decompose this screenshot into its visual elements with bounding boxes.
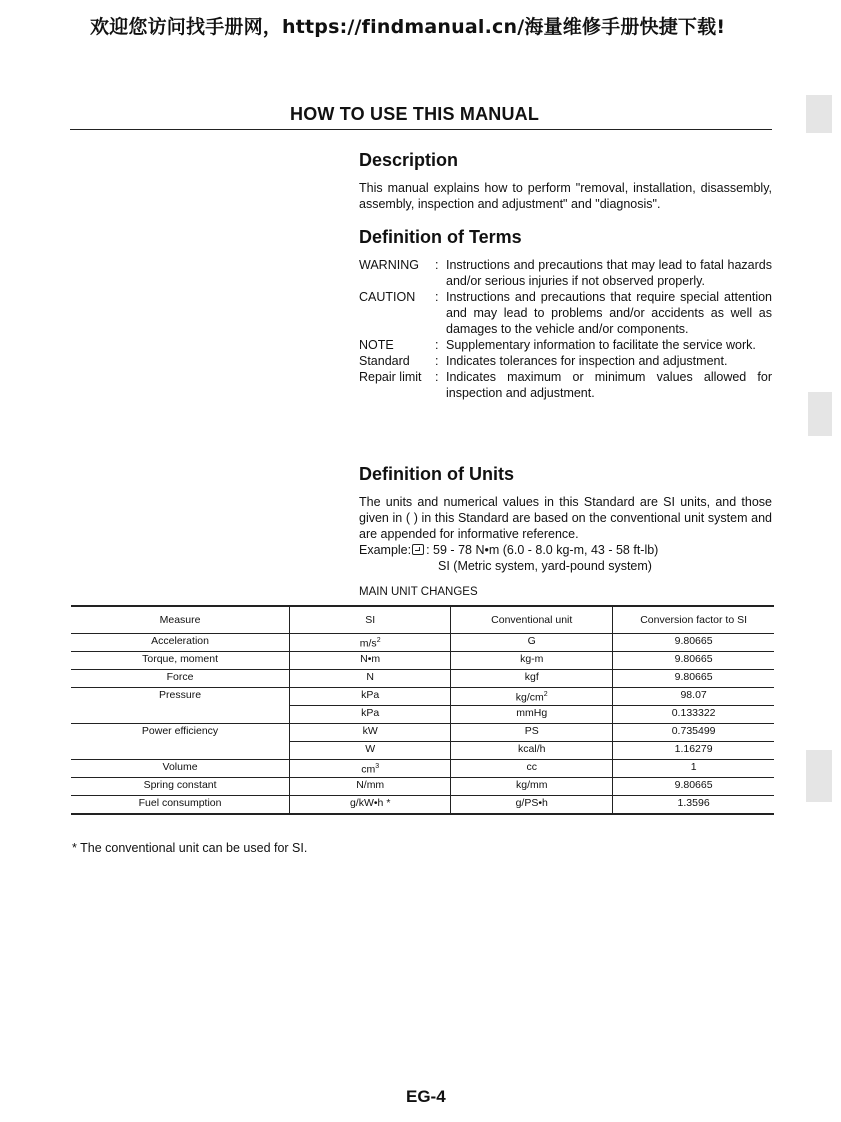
cell-conventional: PS [451,724,613,742]
cell-measure [71,742,290,760]
cell-si: W [290,742,451,760]
header-si: SI [290,606,451,634]
term-separator: : [435,290,439,304]
cell-factor: 9.80665 [613,634,774,652]
cell-measure: Volume [71,760,290,778]
term-definition: Indicates maximum or minimum values allowed for inspection and adjustment. [446,370,772,400]
term-key: Repair limit [359,370,422,384]
si-unit: cm [361,763,376,776]
table-footnote: * The conventional unit can be used for SI. [72,841,308,855]
example-line [359,542,772,558]
conv-exponent: 2 [543,691,548,698]
term-definition: Supplementary information to facilitate the service work. [446,338,756,352]
term-warning [359,257,772,289]
header-conversion-factor: Conversion factor to SI [613,606,774,634]
page-title: HOW TO USE THIS MANUAL [290,104,540,124]
term-separator: : [435,354,439,368]
term-note [359,337,772,353]
si-unit: m/s [359,637,377,650]
definition-of-units-section [359,464,772,574]
term-definition: Instructions and precautions that require special attention and may lead to problems and/or accidents as well as damages to the vehicle and/or components. [446,290,772,336]
download-banner: 欢迎您访问找手册网，https://findmanual.cn/海量维修手册快捷下载! [90,16,726,38]
table-row [71,670,774,688]
cell-factor: 9.80665 [613,670,774,688]
cell-si: kPa [290,688,451,706]
term-separator: : [435,370,439,384]
units-text: The units and numerical values in this Standard are SI units, and those given in ( ) in this Standard are based on the conventional unit system and are appended for informative reference. [359,495,772,541]
cell-conventional [451,688,613,706]
description-heading: Description [359,150,459,170]
si-exponent: 3 [375,763,380,770]
torque-wrench-icon [412,544,424,555]
cell-si: N [290,670,451,688]
term-separator: : [435,338,439,352]
header-conventional: Conventional unit [451,606,613,634]
table-row [71,652,774,670]
example-label: Example: [359,543,412,557]
page-number: EG-4 [406,1087,446,1106]
table-row [71,778,774,796]
table-row [71,724,774,742]
terms-heading: Definition of Terms [359,227,522,247]
header-measure: Measure [71,606,290,634]
term-definition: Indicates tolerances for inspection and adjustment. [446,354,728,368]
term-key: Standard [359,354,410,368]
cell-measure: Fuel consumption [138,797,222,809]
cell-conventional: g/PS•h [451,796,613,815]
definition-of-terms-section [359,227,772,401]
cell-si [290,634,451,652]
term-caution [359,289,772,337]
cell-factor: 98.07 [613,688,774,706]
cell-conventional: kgf [451,670,613,688]
cell-factor: 1 [613,760,774,778]
scan-speck [806,750,832,802]
cell-si: N/mm [290,778,451,796]
term-key: CAUTION [359,290,416,304]
cell-si: N•m [290,652,451,670]
cell-conventional: kg/mm [451,778,613,796]
cell-conventional: kcal/h [451,742,613,760]
table-row [71,760,774,778]
term-key: NOTE [359,338,394,352]
cell-measure: Acceleration [71,634,290,652]
table-row [71,634,774,652]
cell-conventional: cc [451,760,613,778]
cell-conventional: kg-m [451,652,613,670]
scan-speck [806,95,832,133]
description-text: This manual explains how to perform "removal, installation, disassembly, assembly, inspection and adjustment" and "diagnosis". [359,181,772,211]
main-unit-changes-table [71,605,774,815]
cell-factor: 0.133322 [613,706,774,724]
cell-si: g/kW•h * [290,796,451,815]
table-header-row [71,606,774,634]
table-row [71,796,774,815]
example-note: SI (Metric system, yard-pound system) [438,559,652,573]
cell-si: kPa [290,706,451,724]
terms-list [359,257,772,401]
cell-measure: Power efficiency [141,725,219,737]
cell-measure: Spring constant [71,778,290,796]
cell-factor: 9.80665 [613,778,774,796]
table-row [71,706,774,724]
term-key: WARNING [359,258,419,272]
term-definition: Instructions and precautions that may lead to fatal hazards and/or serious injuries if not observed properly. [446,258,772,288]
cell-si [290,760,451,778]
term-standard [359,353,772,369]
cell-factor: 9.80665 [613,652,774,670]
title-divider [70,129,772,130]
cell-factor: 1.3596 [613,796,774,815]
cell-factor: 0.735499 [613,724,774,742]
cell-conventional: G [451,634,613,652]
term-separator: : [435,258,439,272]
table-row [71,742,774,760]
table-caption: MAIN UNIT CHANGES [359,586,478,598]
cell-factor: 1.16279 [613,742,774,760]
cell-conventional: mmHg [451,706,613,724]
term-repair-limit [359,369,772,401]
table-row [71,688,774,706]
cell-measure [71,706,290,724]
description-section [359,150,772,212]
cell-si: kW [290,724,451,742]
cell-measure: Force [71,670,290,688]
conv-unit: kg/cm [515,691,544,704]
cell-measure: Torque, moment [71,652,290,670]
units-heading: Definition of Units [359,464,514,484]
cell-measure: Pressure [159,689,202,701]
example-value: : 59 - 78 N•m (6.0 - 8.0 kg-m, 43 - 58 ft-lb) [426,543,659,557]
scan-speck [808,392,832,436]
si-exponent: 2 [376,637,381,644]
